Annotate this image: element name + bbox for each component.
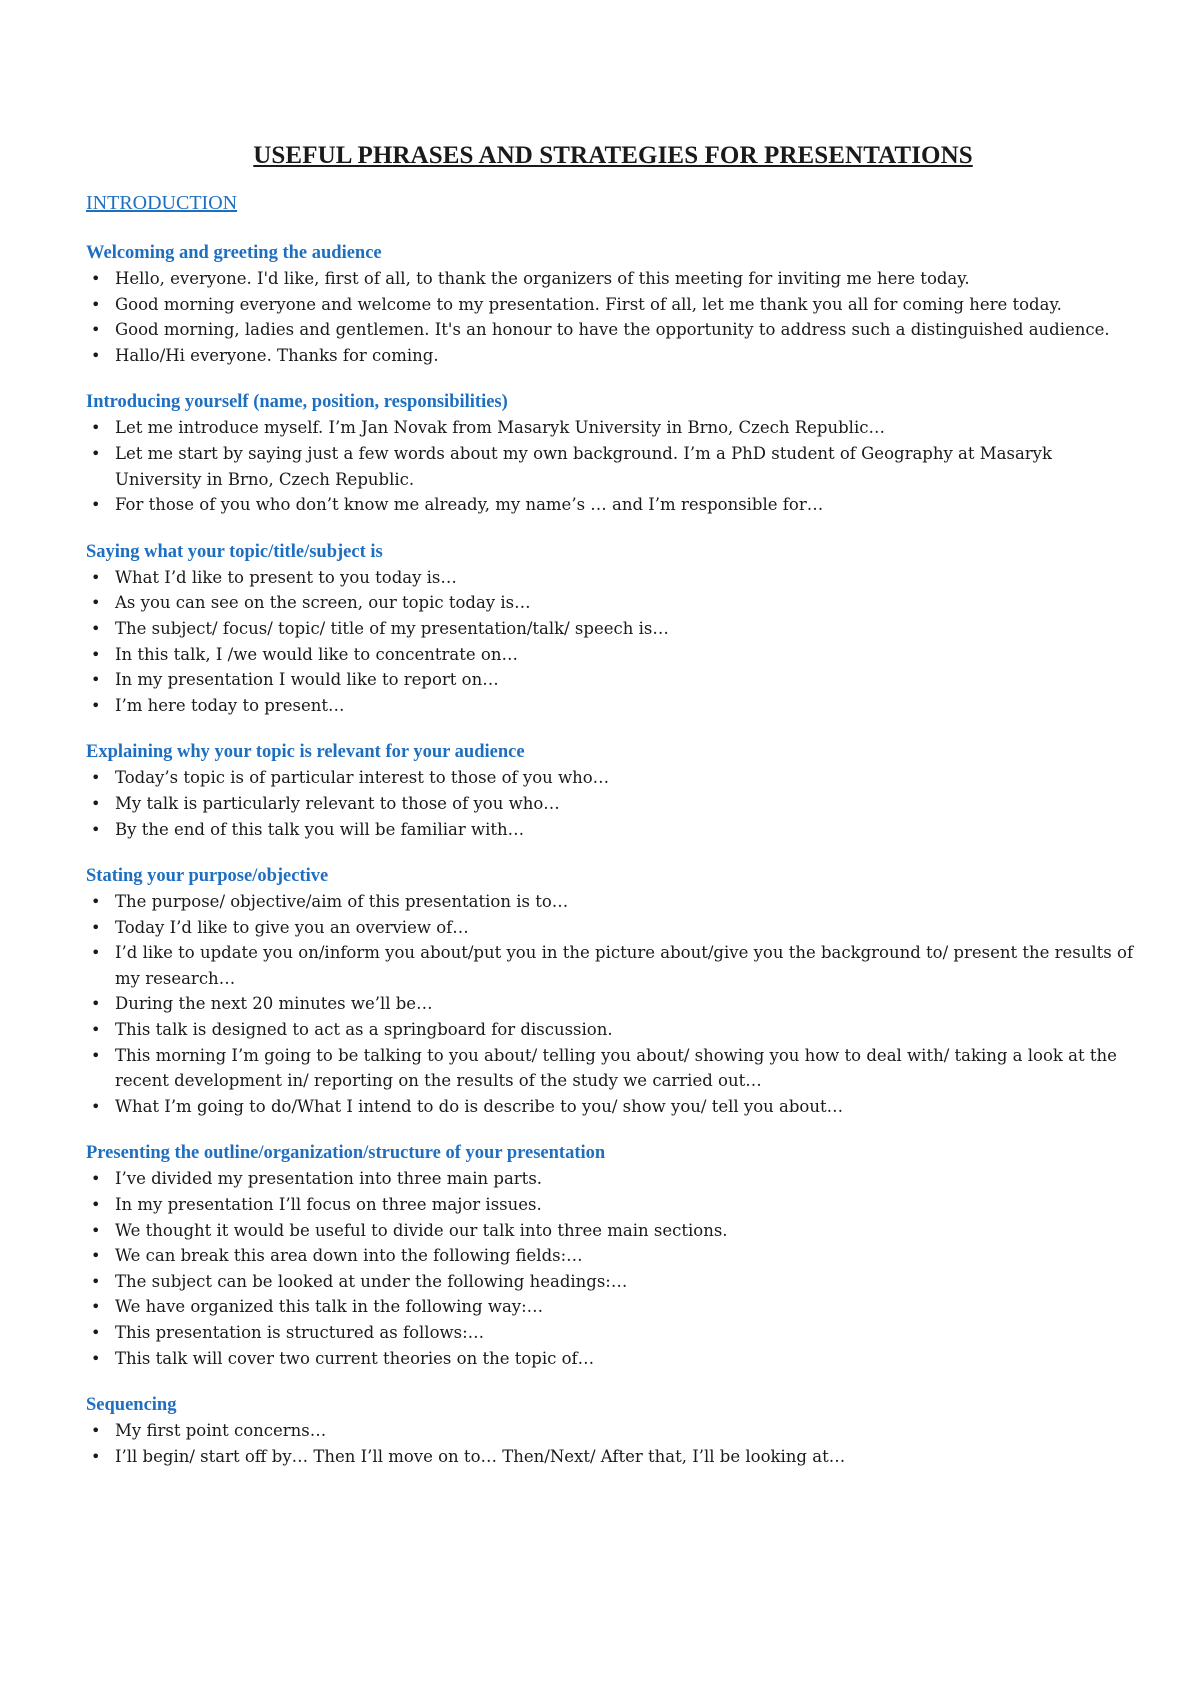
phrase-list-item (86, 1294, 1140, 1320)
phrase-text: We have organized this talk in the following way:… (115, 1297, 544, 1317)
phrase-list-item (86, 492, 1140, 518)
bullet-icon: • (91, 1169, 101, 1189)
phrase-list-item (86, 441, 1140, 492)
bullet-icon: • (91, 1421, 101, 1441)
phrase-list-item (86, 765, 1140, 791)
phrase-text: Let me introduce myself. I’m Jan Novak from Masaryk University in Brno, Czech Republic… (115, 418, 885, 438)
document-title: USEFUL PHRASES AND STRATEGIES FOR PRESENTATIONS (253, 142, 973, 169)
phrase-text: In my presentation I’ll focus on three major issues. (115, 1195, 542, 1215)
phrase-list-item (86, 642, 1140, 668)
phrase-text: We thought it would be useful to divide our talk into three main sections. (115, 1220, 728, 1240)
phrase-list-item (86, 1166, 1140, 1192)
phrase-list-item (86, 565, 1140, 591)
phrase-list (86, 415, 1140, 517)
subsection (86, 864, 1140, 1119)
phrase-text: In my presentation I would like to report on… (115, 670, 499, 690)
phrase-list (86, 889, 1140, 1119)
phrase-text: I’d like to update you on/inform you about/put you in the picture about/give you the background to/ present the results of my research… (115, 943, 1134, 988)
bullet-icon: • (91, 1323, 101, 1342)
phrase-text: Today’s topic is of particular interest to those of you who… (115, 768, 610, 788)
subsection-heading: Introducing yourself (name, position, responsibilities) (86, 392, 508, 413)
bullet-icon: • (91, 1446, 101, 1466)
phrase-text: This presentation is structured as follows:… (115, 1323, 485, 1342)
bullet-icon: • (91, 418, 101, 438)
bullet-icon: • (91, 1297, 101, 1317)
phrase-list-item (86, 991, 1140, 1017)
subsection-heading: Explaining why your topic is relevant for your audience (86, 742, 525, 763)
phrase-list-item (86, 817, 1140, 843)
phrase-text: We can break this area down into the following fields:… (115, 1246, 583, 1266)
phrase-list-item (86, 590, 1140, 616)
phrase-list-item (86, 1269, 1140, 1295)
bullet-icon: • (91, 943, 101, 963)
subsection (86, 1393, 1140, 1469)
bullet-icon: • (91, 819, 101, 839)
phrase-text: Let me start by saying just a few words about my own background. I’m a PhD student of Geography at Masaryk University in Brno, Czech Republic. (115, 443, 1053, 489)
phrase-list-item (86, 1320, 1140, 1346)
bullet-icon: • (91, 768, 101, 788)
bullet-icon: • (91, 1045, 101, 1065)
bullet-icon: • (91, 892, 101, 912)
phrase-text: The purpose/ objective/aim of this presentation is to… (115, 892, 569, 912)
phrase-list-item (86, 1243, 1140, 1269)
phrase-list (86, 1418, 1140, 1469)
phrase-text: I’ve divided my presentation into three main parts. (115, 1169, 543, 1189)
phrase-text: What I’d like to present to you today is… (115, 567, 457, 587)
section-title-introduction: INTRODUCTION (86, 192, 238, 214)
bullet-icon: • (91, 994, 101, 1014)
phrase-list-item (86, 667, 1140, 693)
subsection-heading: Welcoming and greeting the audience (86, 243, 382, 263)
subsection-heading: Saying what your topic/title/subject is (86, 541, 383, 562)
phrase-text: This morning I’m going to be talking to you about/ telling you about/ showing you how to deal with/ taking a look at the recent development in/ reporting on the results of the study we carried out… (115, 1045, 1117, 1091)
subsection-heading: Presenting the outline/organization/structure of your presentation (86, 1143, 606, 1164)
phrase-list-item (86, 616, 1140, 642)
phrase-list-item (86, 1444, 1140, 1470)
phrase-list-item (86, 889, 1140, 915)
bullet-icon: • (91, 1246, 101, 1266)
subsection (86, 740, 1140, 842)
subsection (86, 390, 1140, 517)
phrase-text: I’m here today to present… (115, 695, 345, 715)
phrase-list-item (86, 1017, 1140, 1043)
phrase-text: The subject can be looked at under the following headings:… (115, 1271, 628, 1291)
subsection (86, 241, 1140, 368)
bullet-icon: • (91, 670, 101, 690)
phrase-text: I’ll begin/ start off by… Then I’ll move on to… Then/Next/ After that, I’ll be looking at… (115, 1446, 846, 1466)
phrase-text: The subject/ focus/ topic/ title of my presentation/talk/ speech is… (115, 618, 669, 638)
bullet-icon: • (91, 443, 101, 463)
phrase-list (86, 266, 1140, 368)
bullet-icon: • (91, 294, 101, 314)
phrase-text: This talk will cover two current theories on the topic of… (115, 1348, 595, 1368)
phrase-text: Hallo/Hi everyone. Thanks for coming. (115, 345, 439, 365)
phrase-list-item (86, 266, 1140, 292)
subsections-container (86, 241, 1140, 1469)
phrase-list-item (86, 1094, 1140, 1120)
bullet-icon: • (91, 1220, 101, 1240)
phrase-list-item (86, 693, 1140, 719)
phrase-list-item (86, 1218, 1140, 1244)
phrase-text: Good morning everyone and welcome to my presentation. First of all, let me thank you all for coming here today. (115, 294, 1062, 314)
phrase-list-item (86, 317, 1140, 343)
phrase-list-item (86, 415, 1140, 441)
phrase-list-item (86, 343, 1140, 369)
bullet-icon: • (91, 320, 101, 340)
bullet-icon: • (91, 1096, 101, 1116)
phrase-list-item (86, 940, 1140, 991)
phrase-list-item (86, 1346, 1140, 1372)
phrase-text: My first point concerns… (115, 1421, 327, 1441)
phrase-list-item (86, 292, 1140, 318)
bullet-icon: • (91, 495, 101, 515)
phrase-text: By the end of this talk you will be familiar with… (115, 819, 525, 839)
bullet-icon: • (91, 917, 101, 937)
subsection-heading: Sequencing (86, 1395, 177, 1416)
bullet-icon: • (91, 618, 101, 638)
phrase-list-item (86, 791, 1140, 817)
phrase-list-item (86, 1192, 1140, 1218)
bullet-icon: • (91, 793, 101, 813)
phrase-list (86, 565, 1140, 719)
phrase-list-item (86, 1043, 1140, 1094)
phrase-text: Hello, everyone. I'd like, first of all, to thank the organizers of this meeting for inviting me here today. (115, 269, 970, 288)
phrase-list-item (86, 1418, 1140, 1444)
phrase-list-item (86, 915, 1140, 941)
bullet-icon: • (91, 345, 101, 365)
bullet-icon: • (91, 695, 101, 715)
phrase-text: During the next 20 minutes we’ll be… (115, 994, 433, 1014)
phrase-text: This talk is designed to act as a springboard for discussion. (115, 1020, 613, 1040)
bullet-icon: • (91, 1195, 101, 1215)
phrase-text: Today I’d like to give you an overview of… (115, 917, 469, 937)
phrase-text: In this talk, I /we would like to concentrate on… (115, 644, 518, 664)
bullet-icon: • (91, 593, 101, 613)
subsection (86, 540, 1140, 719)
bullet-icon: • (91, 644, 101, 664)
bullet-icon: • (91, 567, 101, 587)
phrase-text: Good morning, ladies and gentlemen. It's an honour to have the opportunity to address such a distinguished audience. (115, 320, 1110, 340)
bullet-icon: • (91, 1348, 101, 1368)
bullet-icon: • (91, 269, 101, 288)
phrase-text: As you can see on the screen, our topic today is… (115, 593, 531, 613)
phrase-text: My talk is particularly relevant to those of you who… (115, 793, 560, 813)
phrase-list (86, 1166, 1140, 1371)
bullet-icon: • (91, 1271, 101, 1291)
phrase-text: What I’m going to do/What I intend to do is describe to you/ show you/ tell you about… (115, 1096, 844, 1116)
phrase-list (86, 765, 1140, 842)
subsection-heading: Stating your purpose/objective (86, 866, 329, 887)
subsection (86, 1141, 1140, 1371)
bullet-icon: • (91, 1020, 101, 1040)
phrase-text: For those of you who don’t know me already, my name’s … and I’m responsible for… (115, 495, 824, 515)
